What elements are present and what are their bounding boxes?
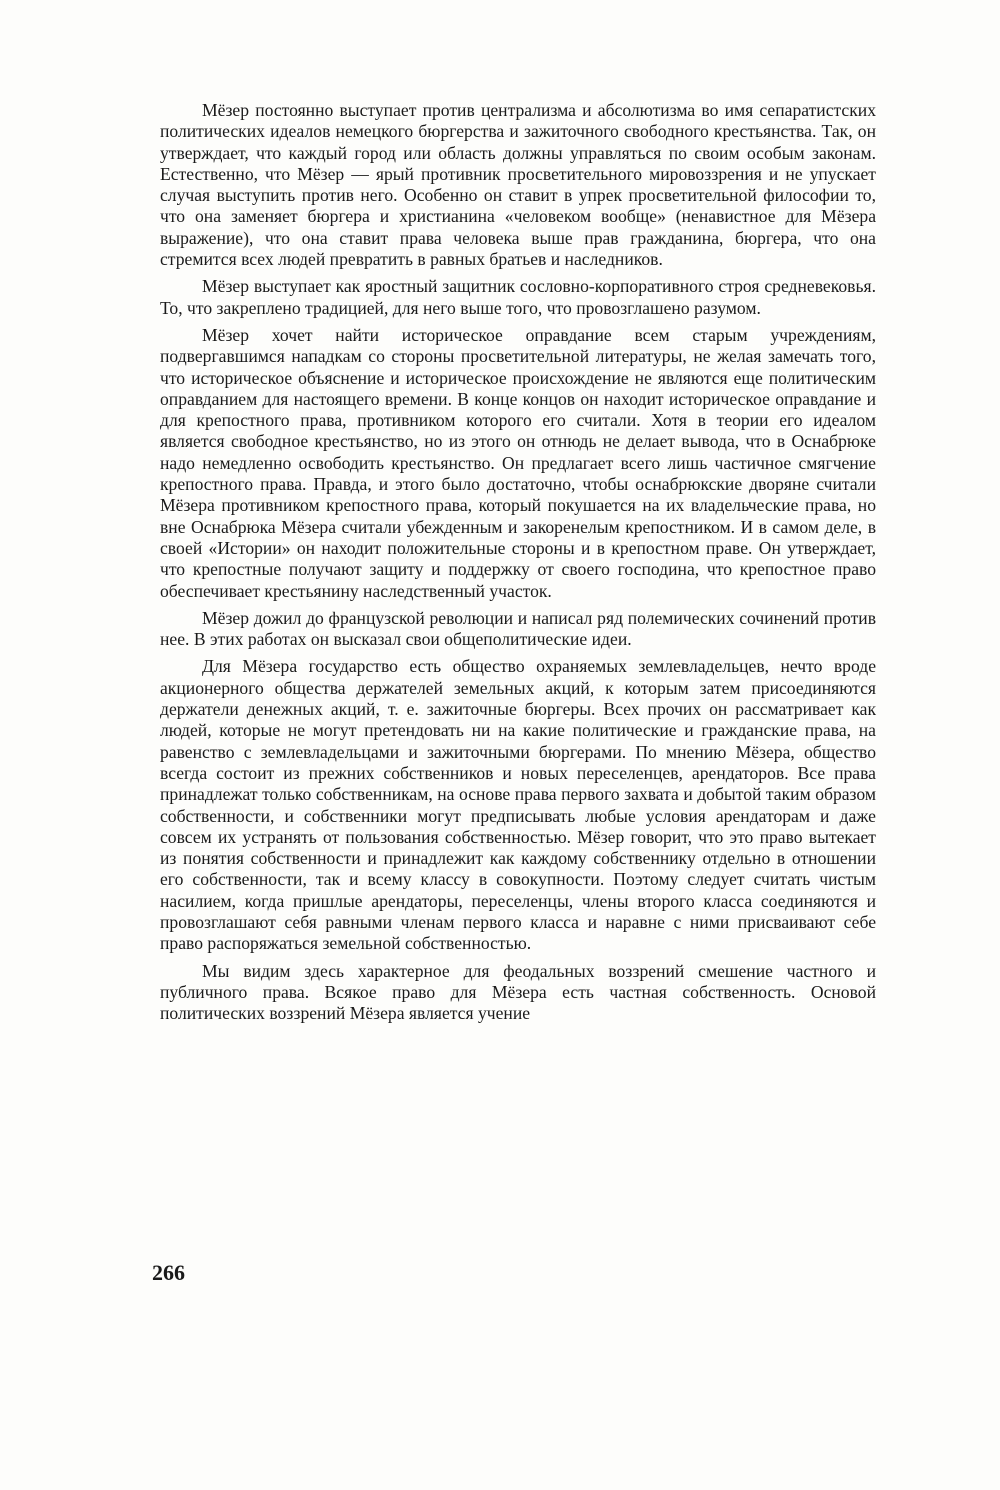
page-number: 266 [152, 1260, 185, 1285]
paragraph-5: Для Мёзера государство есть общество охраняемых землевладельцев, нечто вроде акционерного общества держателей земельных акций, к которым затем присоединяются держатели денежных акций, т. е. зажиточные бюргеры. Всех прочих он рассматривает как людей, которые не могут претендовать ни на какие политические и гражданские права, на равенство с землевладельцами и зажиточными бюргерами. По мнению Мёзера, общество всегда состоит из прежних собственников и новых переселенцев, арендаторов. Все права принадлежат только собственникам, на основе права первого захвата и добытой таким образом собственности, и собственники могут предписывать любые условия арендаторам и даже совсем их устранять от пользования собственностью. Мёзер говорит, что это право вытекает из понятия собственности и принадлежит как каждому собственнику отдельно в отношении его собственности, так и всему классу в совокупности. Поэтому следует считать чистым насилием, когда пришлые арендаторы, переселенцы, члены второго класса соединяются и провозглашают себя равными членам первого класса и наравне с ними присваивают себе право распоряжаться земельной собственностью. [160, 656, 876, 954]
body-text [160, 100, 876, 1030]
paragraph-6: Мы видим здесь характерное для феодальных воззрений смешение частного и публичного права. Всякое право для Мёзера есть частная собственность. Основой политических воззрений Мёзера является учение [160, 960, 876, 1024]
paragraph-4: Мёзер дожил до французской революции и написал ряд полемических сочинений против нее. В этих работах он высказал свои общеполитические идеи. [160, 607, 876, 650]
paragraph-2: Мёзер выступает как яростный защитник сословно-корпоративного строя средневековья. То, что закреплено традицией, для него выше того, что провозглашено разумом. [160, 276, 876, 318]
paragraph-3: Мёзер хочет найти историческое оправдание всем старым учреждениям, подвергавшимся нападкам со стороны просветительной литературы, не желая замечать того, что историческое объяснение и историческое происхождение не являются еще политическим оправданием для настоящего времени. В конце концов он находит историческое оправдание и для крепостного права, противником которого его считали. Хотя в теории его идеалом является свободное крестьянство, но из этого он отнюдь не делает вывода, что в Оснабрюке надо немедленно освободить крестьянство. Он предлагает всего лишь частичное смягчение крепостного права. Правда, и этого было достаточно, чтобы оснабрюкские дворяне считали Мёзера противником крепостного права, который покушается на их владельческие права, но вне Оснабрюка Мёзера считали убежденным и закоренелым крепостником. И в самом деле, в своей «Истории» он находит положительные стороны и в крепостном праве. Он утверждает, что крепостные получают защиту и поддержку от своего господина, что крепостное право обеспечивает крестьянину наследственный участок. [160, 324, 876, 601]
paragraph-1: Мёзер постоянно выступает против централизма и абсолютизма во имя сепаратистских политических идеалов немецкого бюргерства и зажиточного свободного крестьянства. Так, он утверждает, что каждый город или область должны управляться по своим особым законам. Естественно, что Мёзер — ярый противник просветительного мировоззрения и не упускает случая выступить против него. Особенно он ставит в упрек просветительной философии то, что она заменяет бюргера и христианина «человеком вообще» (ненавистное для Мёзера выражение), что она ставит права человека выше прав гражданина, бюргера, что она стремится всех людей превратить в равных братьев и наследников. [160, 100, 876, 270]
